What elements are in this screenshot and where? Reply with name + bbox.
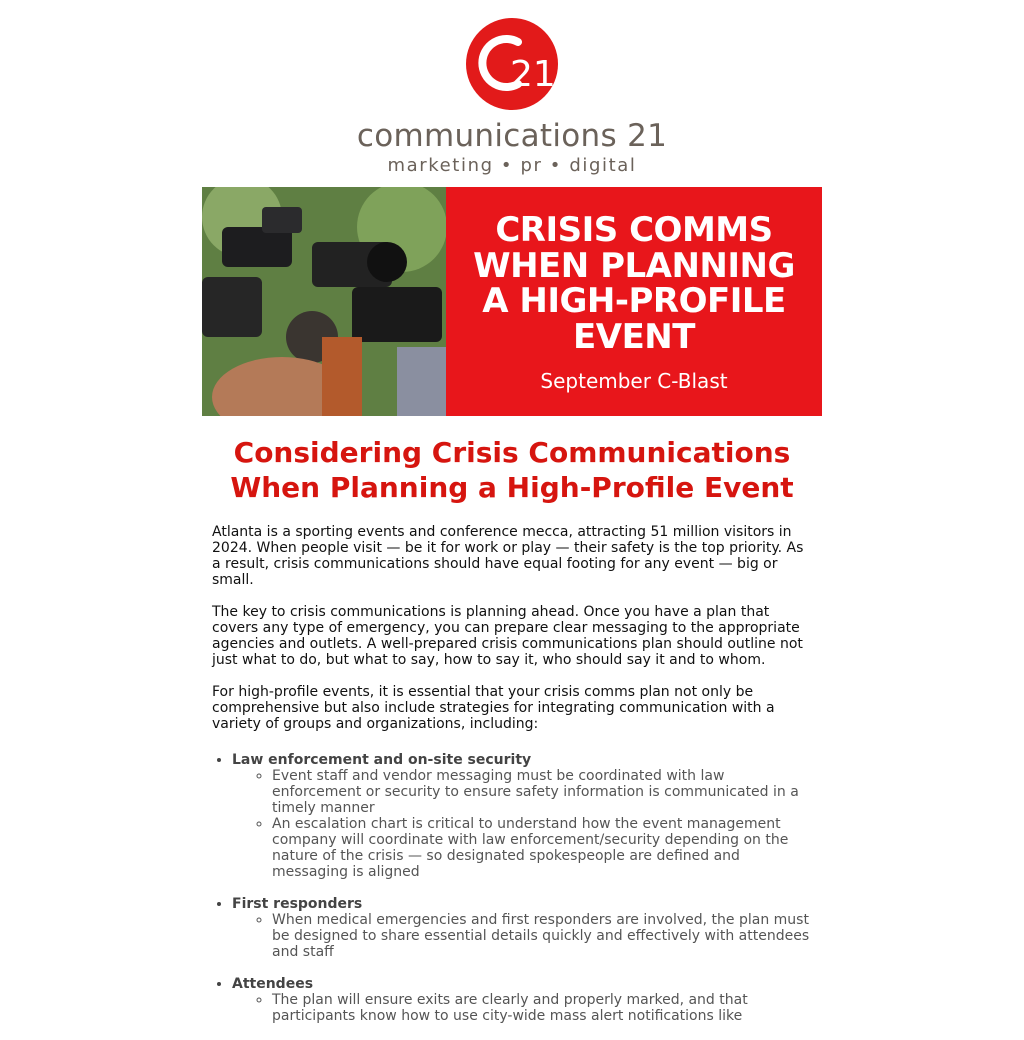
paragraph: The key to crisis communications is planning ahead. Once you have a plan that covers any type of emergency, you can prepare clear messaging to the appropriate agencies and outlets. A well-prepared crisis communications plan should outline not just what to do, but what to say, how to say it, who should say it and to whom.	[212, 604, 803, 668]
logo-mark-text: 21	[510, 54, 556, 95]
article-headline: Considering Crisis Communications When Planning a High-Profile Event	[230, 436, 794, 504]
sub-list-item: ◦ Event staff and vendor messaging must be coordinated with law enforcement or security to ensure safety information is communicated in a timely manner	[272, 768, 816, 816]
sub-list	[232, 768, 816, 880]
list-item	[232, 752, 816, 880]
camera-crowd-illustration	[202, 187, 446, 416]
list-item-heading: Law enforcement and on-site security	[232, 752, 532, 768]
hero-banner[interactable]	[202, 187, 822, 416]
logo-mark	[466, 18, 558, 110]
company-logo[interactable]	[202, 18, 822, 176]
hero-subtitle: September C-Blast	[540, 369, 728, 393]
sub-list	[232, 912, 816, 960]
paragraph: Atlanta is a sporting events and conference mecca, attracting 51 million visitors in 2024. When people visit — be it for work or play — their safety is the top priority. As a result, crisis communications should have equal footing for any event — big or small.	[212, 524, 804, 588]
sub-list-item: ◦ An escalation chart is critical to understand how the event management company will coordinate with law enforcement/security depending on the nature of the crisis — so designated spokespeople are defined and messaging is aligned	[272, 816, 816, 880]
paragraph: For high-profile events, it is essential that your crisis comms plan not only be comprehensive but also include strategies for integrating communication with a variety of groups and organizations, including:	[212, 684, 775, 732]
list-item-heading: First responders	[232, 896, 363, 912]
logo-wordmark: communications 21	[356, 118, 668, 154]
list-item-heading: Attendees	[232, 976, 314, 992]
sub-list-item: ◦ When medical emergencies and first responders are involved, the plan must be designed to share essential details quickly and effectively with attendees and staff	[272, 912, 816, 960]
sub-list-item: ◦ The plan will ensure exits are clearly and properly marked, and that participants know how to use city-wide mass alert notifications like	[272, 992, 816, 1024]
logo-c21-icon	[466, 18, 558, 110]
list-item	[232, 896, 816, 960]
sub-list	[232, 992, 816, 1024]
list-item	[232, 976, 816, 1024]
hero-title: CRISIS COMMS WHEN PLANNING A HIGH-PROFILE EVENT	[473, 210, 795, 357]
article-body	[212, 524, 816, 1040]
hero-title-panel	[446, 187, 822, 416]
stakeholder-list	[212, 752, 816, 1024]
press-cameras-photo	[202, 187, 446, 416]
logo-tagline: marketing • pr • digital	[387, 155, 637, 176]
